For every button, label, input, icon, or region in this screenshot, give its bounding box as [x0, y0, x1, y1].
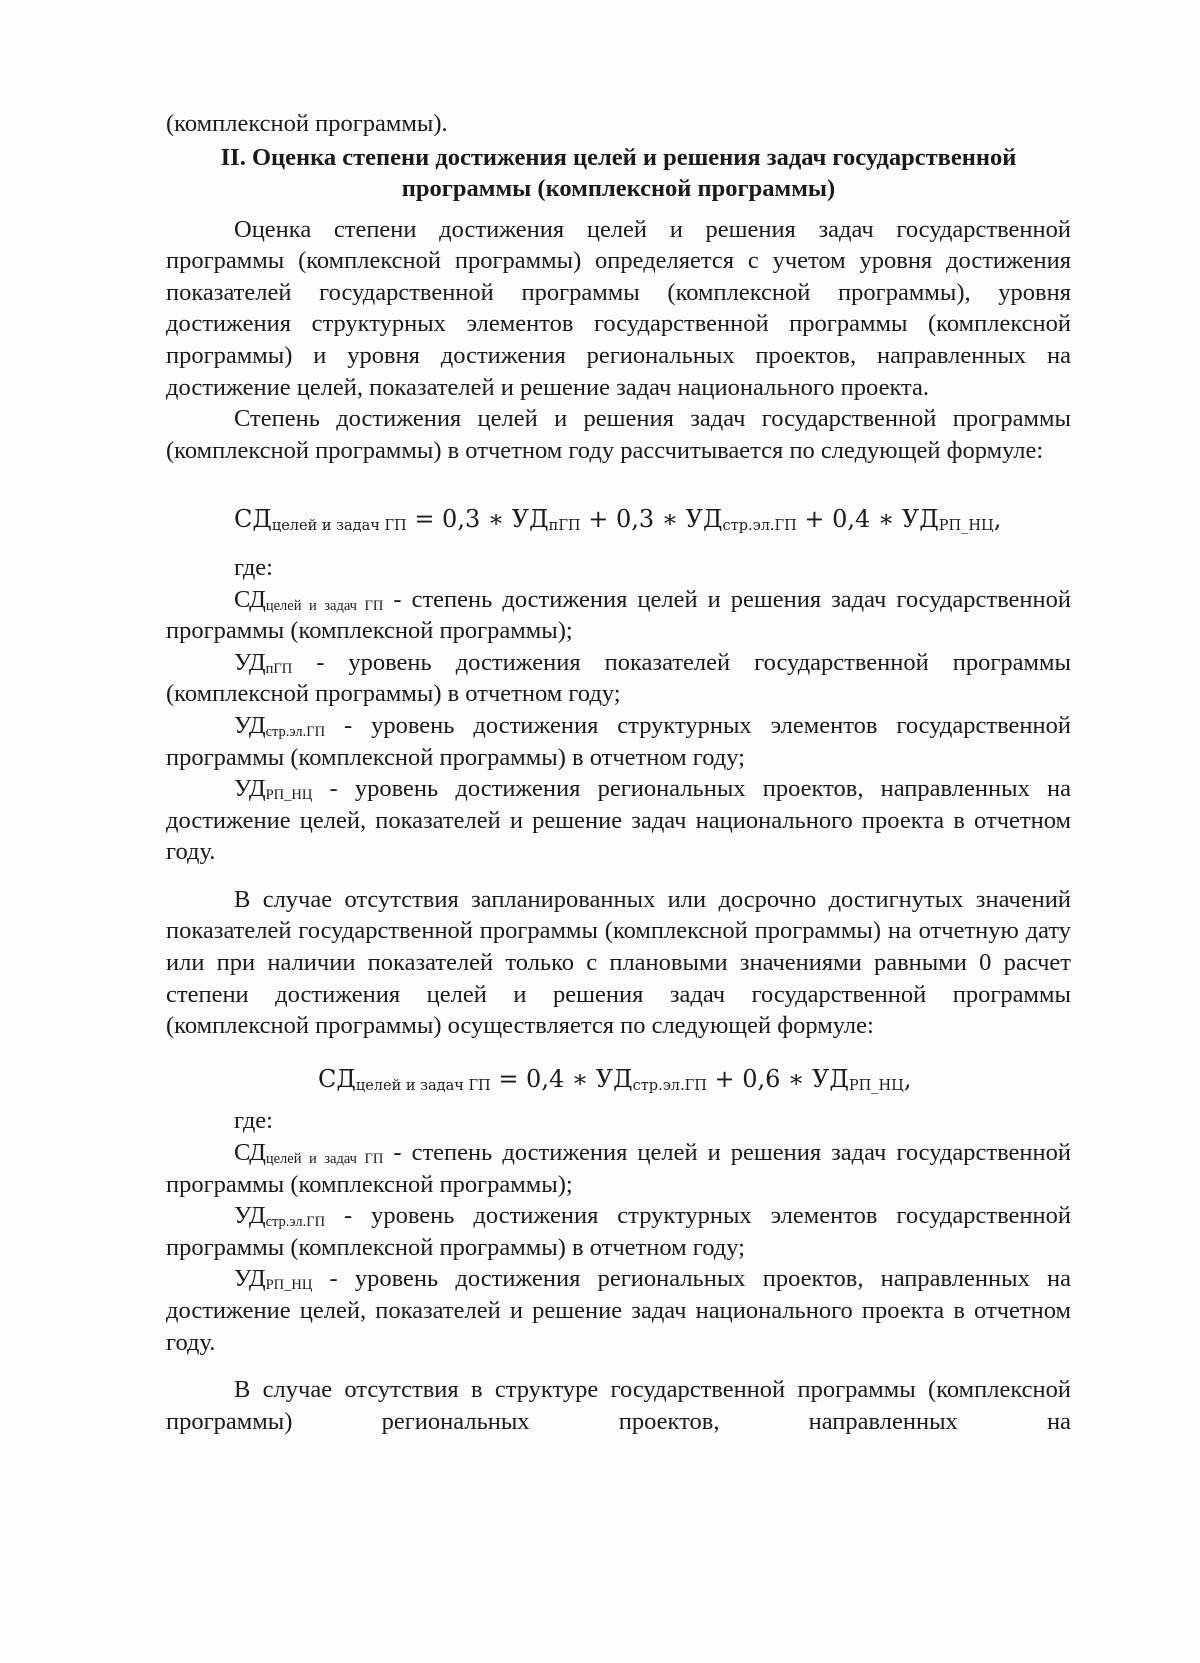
definition-symbol: СД	[234, 585, 266, 613]
section-heading-line1: II. Оценка степени достижения целей и решения задач государственной	[220, 143, 1017, 171]
definition-symbol-sub: РП_НЦ	[265, 1277, 313, 1294]
definition-symbol: УД	[234, 648, 266, 676]
definition-symbol-sub: целей и задач ГП	[265, 1151, 384, 1168]
paragraph-formula-lead: Степень достижения целей и решения задач государственной программы (комплексной программы) в отчетном году рассчитывается по следующей формуле:	[166, 405, 1071, 464]
formula-end: ,	[993, 505, 1002, 534]
formula-term2-sub: РП_НЦ	[848, 1077, 904, 1094]
definition-text: - уровень достижения структурных элементов государственной программы (комплексной программы) в отчетном году;	[166, 1202, 1071, 1261]
paragraph-intro: Оценка степени достижения целей и решения задач государственной программы (комплексной программы) определяется с учетом уровня достижения показателей государственной программы (комплексной программы), уровня достижения структурных элементов государственной программы (комплексной программы) и уровня достижения региональных проектов, направленных на достижение целей, показателей и решение задач национального проекта.	[166, 215, 1071, 401]
definition-text: - уровень достижения региональных проектов, направленных на достижение целей, показателей и решение задач национального проекта в отчетном году.	[166, 1265, 1071, 1356]
paragraph-alternative: В случае отсутствия запланированных или досрочно достигнутых значений показателей государственной программы (комплексной программы) на отчетную дату или при наличии показателей только с плановыми значениями равными 0 расчет степени достижения целей и решения задач государственной программы (комплексной программы) осуществляется по следующей формуле:	[166, 885, 1071, 1040]
paragraph-gap	[166, 868, 1071, 884]
paragraph-gap	[166, 1358, 1071, 1374]
definition-symbol-sub: пГП	[265, 660, 293, 677]
definition-symbol-sub: стр.эл.ГП	[265, 723, 326, 740]
formula-lhs: СД	[318, 1064, 356, 1093]
formula-lhs-sub: целей и задач ГП	[355, 1077, 491, 1094]
definition-symbol: СД	[234, 1139, 266, 1167]
definition-ud-str-1	[166, 710, 1071, 773]
definition-ud-pgp-1	[166, 647, 1071, 710]
definition-symbol-sub: целей и задач ГП	[265, 597, 384, 614]
definition-symbol-sub: стр.эл.ГП	[265, 1214, 326, 1231]
formula-term2: + 0,3 ∗ УД	[580, 505, 723, 534]
formula-term3: + 0,4 ∗ УД	[796, 505, 939, 534]
formula-alternative	[318, 1064, 1071, 1096]
formula-term1: = 0,4 ∗ УД	[490, 1064, 633, 1093]
definition-symbol: УД	[234, 775, 266, 803]
document-body	[166, 108, 1071, 1437]
definition-symbol: УД	[234, 711, 266, 739]
definition-ud-str-2	[166, 1200, 1071, 1263]
definition-sd-1	[166, 584, 1071, 647]
definition-ud-rp-2	[166, 1263, 1071, 1358]
formula-lhs: СД	[234, 505, 272, 534]
section-heading-line2: программы (комплексной программы)	[401, 174, 836, 202]
definition-text: - степень достижения целей и решения задач государственной программы (комплексной программы);	[166, 585, 1071, 645]
section-heading	[166, 142, 1071, 204]
definition-text: - степень достижения целей и решения задач государственной программы (комплексной программы);	[166, 1139, 1071, 1198]
formula-term2: + 0,6 ∗ УД	[706, 1064, 849, 1093]
intro-line: (комплексной программы).	[166, 110, 448, 137]
paragraph-no-regional: В случае отсутствия в структуре государственной программы (комплексной программы) региональных проектов, направленных на	[166, 1376, 1071, 1435]
definition-symbol: УД	[234, 1265, 266, 1293]
formula-term1: = 0,3 ∗ УД	[406, 505, 549, 534]
formula-lhs-sub: целей и задач ГП	[271, 518, 407, 535]
definition-text: - уровень достижения региональных проектов, направленных на достижение целей, показателей и решение задач национального проекта в отчетном году.	[166, 775, 1071, 866]
formula-term1-sub: стр.эл.ГП	[632, 1077, 707, 1094]
definition-symbol: УД	[234, 1202, 266, 1230]
formula-term1-sub: пГП	[548, 518, 581, 535]
definition-symbol-sub: РП_НЦ	[265, 787, 313, 804]
where-label-1: где:	[234, 553, 273, 581]
formula-term3-sub: РП_НЦ	[938, 518, 994, 535]
formula-end: ,	[903, 1064, 912, 1093]
definition-ud-rp-1	[166, 773, 1071, 868]
formula-main	[234, 504, 1071, 536]
formula-term2-sub: стр.эл.ГП	[722, 518, 797, 535]
where-label-2: где:	[234, 1107, 273, 1135]
definition-text: - уровень достижения структурных элементов государственной программы (комплексной программы) в отчетном году;	[166, 711, 1071, 771]
definition-sd-2	[166, 1137, 1071, 1200]
definition-text: - уровень достижения показателей государственной программы (комплексной программы) в отчетном году;	[166, 648, 1071, 708]
